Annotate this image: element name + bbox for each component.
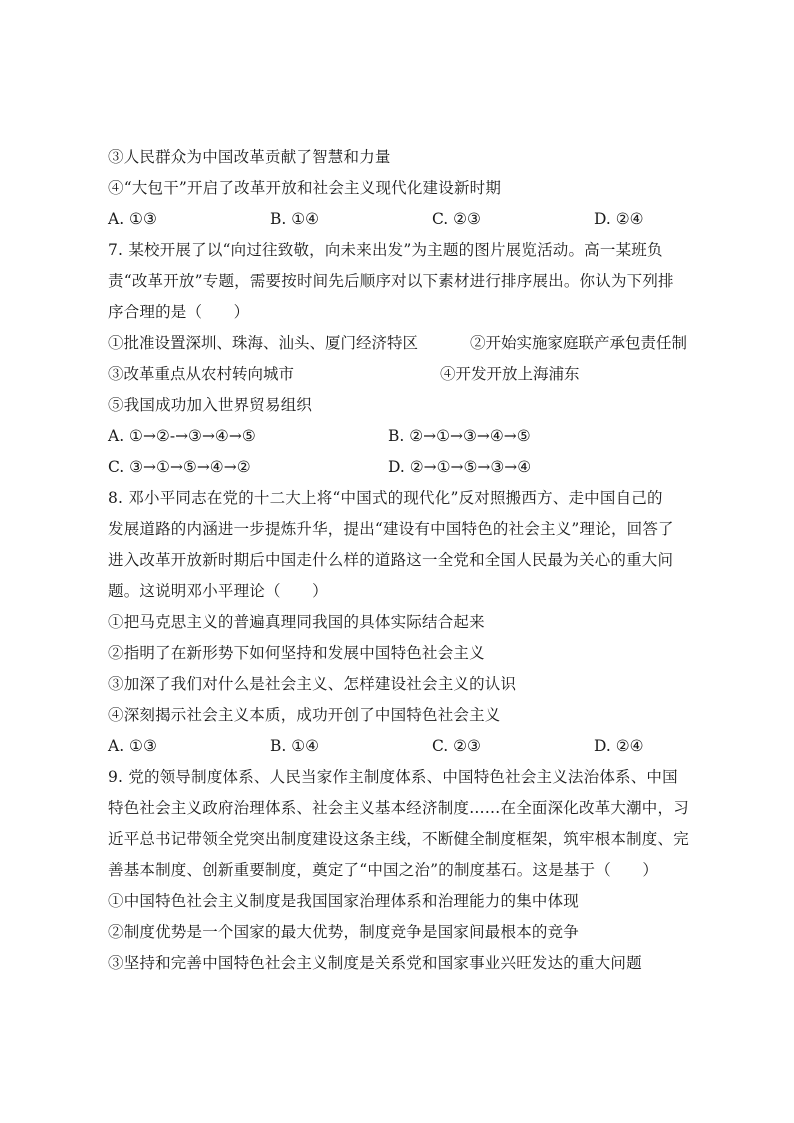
q8-statement-3: ③加深了我们对什么是社会主义、怎样建设社会主义的认识 [108,675,517,693]
q7-choice-d: D. ②→①→⑤→③→④ [388,458,532,476]
q7-items-row-1 [108,328,698,359]
q7-choices-row-2 [108,452,698,483]
q9-statement-1: ①中国特色社会主义制度是我国国家治理体系和治理能力的集中体现 [108,892,580,910]
q8-statement-1: ①把马克思主义的普遍真理同我国的具体实际结合起来 [108,613,485,631]
exam-page [108,142,698,979]
q8-statement-2: ②指明了在新形势下如何坚持和发展中国特色社会主义 [108,644,485,662]
q9-statement-2: ②制度优势是一个国家的最大优势，制度竞争是国家间最根本的竞争 [108,923,580,941]
q9-stem-line-3: 近平总书记带领全党突出制度建设这条主线，不断健全制度框架，筑牢根本制度、完 [108,830,689,848]
q7-item-1: ①批准设置深圳、珠海、汕头、厦门经济特区 [108,334,419,352]
q7-choice-a: A. ①→②-→③→④→⑤ [108,427,256,445]
q8-statement-4: ④深刻揭示社会主义本质，成功开创了中国特色社会主义 [108,706,501,724]
q6-statement-3: ③人民群众为中国改革贡献了智慧和力量 [108,148,391,166]
q8-stem-line-2: 发展道路的内涵进一步提炼升华，提出“建设有中国特色的社会主义”理论，回答了 [108,520,674,538]
q7-stem-line-1: 7. 某校开展了以“向过往致敬，向未来出发”为主题的图片展览活动。高一某班负 [108,241,663,259]
q7-stem-line-2: 责“改革开放”专题，需要按时间先后顺序对以下素材进行排序展出。你认为下列排 [108,272,674,290]
q8-choice-c: C. ②③ [432,737,481,755]
q8-stem-line-3: 进入改革开放新时期后中国走什么样的道路这一全党和全国人民最为关心的重大问 [108,551,674,569]
q7-choice-c: C. ③→①→⑤→④→② [108,458,251,476]
q9-stem-line-4: 善基本制度、创新重要制度，奠定了“中国之治”的制度基石。这是基于（ ） [108,861,659,879]
q8-choice-d: D. ②④ [594,737,644,755]
q9-stem-line-1: 9. 党的领导制度体系、人民当家作主制度体系、中国特色社会主义法治体系、中国 [108,768,678,786]
q8-stem-line-4: 题。这说明邓小平理论（ ） [108,582,328,600]
q6-choice-c: C. ②③ [432,210,481,228]
q7-item-2: ②开始实施家庭联产承包责任制 [470,334,688,352]
q8-choice-a: A. ①③ [108,737,157,755]
q6-choice-d: D. ②④ [594,210,644,228]
q9-stem-line-2: 特色社会主义政府治理体系、社会主义基本经济制度……在全面深化改革大潮中，习 [108,799,689,817]
q7-choice-b: B. ②→①→③→④→⑤ [388,427,531,445]
q8-choice-b: B. ①④ [270,737,320,755]
q7-item-4: ④开发开放上海浦东 [440,365,580,383]
q8-choices [108,731,698,762]
q6-choices [108,204,698,235]
q7-stem-line-3: 序合理的是（ ） [108,303,250,321]
q8-stem-line-1: 8. 邓小平同志在党的十二大上将“中国式的现代化”反对照搬西方、走中国自己的 [108,489,663,507]
q6-choice-b: B. ①④ [270,210,320,228]
q9-statement-3: ③坚持和完善中国特色社会主义制度是关系党和国家事业兴旺发达的重大问题 [108,954,642,972]
q6-choice-a: A. ①③ [108,210,157,228]
q7-choices-row-1 [108,421,698,452]
q7-item-3: ③改革重点从农村转向城市 [108,365,295,383]
q7-items-row-2 [108,359,698,390]
q7-item-5: ⑤我国成功加入世界贸易组织 [108,396,313,414]
q6-statement-4: ④“大包干”开启了改革开放和社会主义现代化建设新时期 [108,179,502,197]
